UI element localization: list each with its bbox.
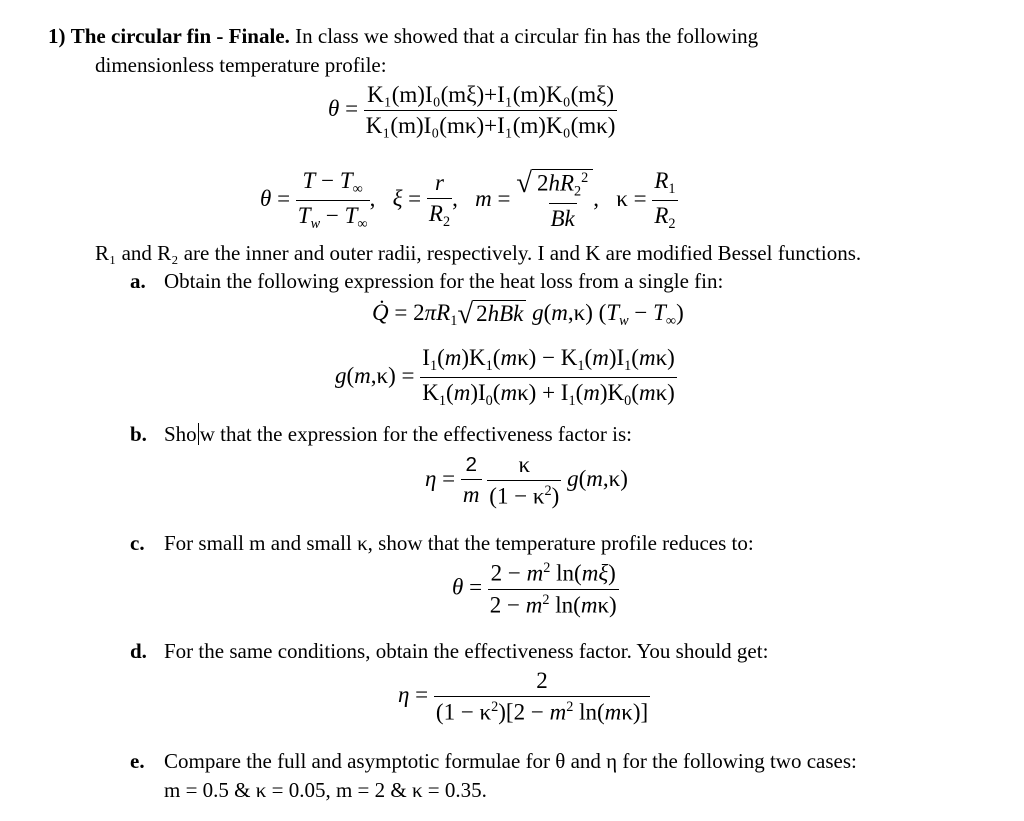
definitions-note: R₁ and R₂ are the inner and outer radii, respectively. I and K are modified Bessel functions. <box>95 241 862 265</box>
equation-eta-asymptotic: η = $\frac{2}{(1 - \kappa^2)[2 - m^2 \ln(m\kappa)]}$ <box>398 668 649 725</box>
part-e-text-line2: m = 0.5 & κ = 0.05, m = 2 & κ = 0.35. <box>164 778 487 802</box>
part-b <box>130 420 632 449</box>
problem-intro-line2: dimensionless temperature profile: <box>95 53 387 77</box>
text-cursor <box>198 423 199 445</box>
equation-theta-profile: θ = $\frac{\text{K₁(m)I₀(mξ)+I₁(m)K₀(mξ)}}{\text{K₁(m)I₀(mκ)+I₁(m)K₀(mκ)}}$ <box>328 82 616 138</box>
equation-theta-asymptotic: θ = $\frac{2 - m^2 \ln(m\xi)}{2 - m^2 \ln(m\kappa)}$ <box>452 560 617 618</box>
problem-intro-line1: In class we showed that a circular fin has the following <box>295 24 759 48</box>
theta-profile-denominator: K₁(m)I₀(mκ)+I₁(m)K₀(mκ) <box>364 110 618 139</box>
problem-heading <box>48 22 758 51</box>
equation-g-function: g(m,κ) = $\frac{I_1(m)K_1(m\kappa) - K_1(m)I_1(m\kappa)}{K_1(m)I_0(m\kappa) + I_1(m)K_0(m\kappa)}$ <box>335 345 675 409</box>
part-b-text-end: w that the expression for the effectiveness factor is: <box>199 422 632 446</box>
part-e <box>130 747 857 776</box>
equation-effectiveness: η = $\frac{2}{m}$ $\frac{\kappa}{(1 - \kappa^2)}$ g(m,κ) <box>425 452 628 509</box>
part-d <box>130 637 768 666</box>
part-d-text: For the same conditions, obtain the effectiveness factor. You should get: <box>164 639 769 663</box>
problem-number: 1) <box>48 24 66 48</box>
equation-definitions: θ = $\frac{T - T_\infty}{T_w - T_\infty}$ , ξ = $\frac{r}{R_2}$ , m = √ $\frac{2hR_2^2}{Bk}$ , κ = $\frac{R_1}{R_2}$ <box>260 167 676 232</box>
part-b-text-start: Sho <box>164 422 197 446</box>
part-a-label: a. <box>130 269 146 293</box>
part-b-label: b. <box>130 422 147 446</box>
part-e-text-line1: Compare the full and asymptotic formulae for θ and η for the following two cases: <box>164 749 857 773</box>
theta-profile-numerator: K₁(m)I₀(mξ)+I₁(m)K₀(mξ) <box>367 82 615 107</box>
part-d-label: d. <box>130 639 147 663</box>
part-c-text: For small m and small κ, show that the temperature profile reduces to: <box>164 531 754 555</box>
part-a-text: Obtain the following expression for the heat loss from a single fin: <box>164 269 724 293</box>
part-a <box>130 267 723 296</box>
problem-title: The circular fin - Finale. <box>70 24 290 48</box>
part-c <box>130 529 754 558</box>
part-e-label: e. <box>130 749 145 773</box>
equation-heat-loss: Q̇ = $2\pi R_1$ √ 2hBk g(m,κ) $(T_w - T_\infty)$ <box>372 298 684 331</box>
part-c-label: c. <box>130 531 145 555</box>
